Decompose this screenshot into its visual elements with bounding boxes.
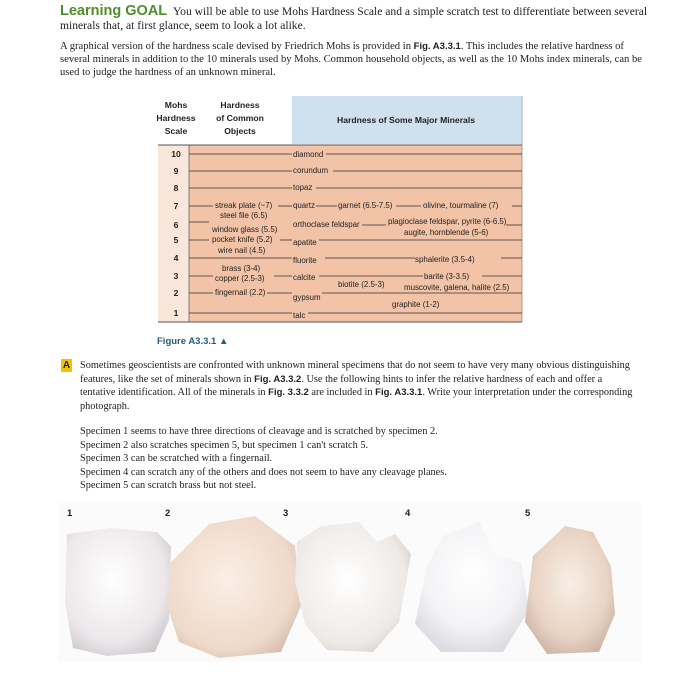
goal-text: You will be able to use Mohs Hardness Scale and a simple scratch test to differentiate between several minerals that, at first glance, seem to look a lot alike.: [60, 5, 648, 32]
question-ref-2: Fig. 3.3.2: [268, 387, 309, 399]
mineral-muscovite-galena-halite: muscovite, galena, halite (2.5): [404, 283, 510, 292]
question-a-badge: A: [62, 360, 71, 371]
question-ref-1: Fig. A3.3.2: [254, 373, 302, 385]
header-mohs-2: Hardness: [156, 113, 196, 123]
scale-number-7: 7: [173, 201, 179, 211]
specimen-hints: [80, 425, 640, 493]
photo-label-5: 5: [525, 508, 531, 519]
mineral-diamond: diamond: [293, 150, 324, 159]
photo-label-4: 4: [405, 508, 411, 519]
mineral-biotite: biotite (2.5-3): [338, 280, 385, 289]
object-copper: copper (2.5-3): [215, 274, 265, 283]
scale-number-3: 3: [173, 271, 179, 281]
mineral-olivine-tourmaline: olivine, tourmaline (7): [423, 201, 499, 210]
mineral-graphite: graphite (1-2): [392, 300, 440, 309]
header-common-1: Hardness: [220, 100, 260, 110]
specimen-photograph: [59, 502, 641, 662]
specimen-hint-5: Specimen 5 can scratch brass but not steel.: [80, 480, 257, 492]
header-major-minerals: Hardness of Some Major Minerals: [336, 115, 476, 125]
mineral-apatite: apatite: [293, 238, 317, 247]
mineral-calcite: calcite: [293, 273, 316, 282]
mineral-augite-hornblende: augite, hornblende (5-6): [404, 228, 489, 237]
intro-text-1: A graphical version of the hardness scale devised by Friedrich Mohs is provided in: [60, 41, 414, 52]
question-part-2: . Use the following hints to infer the relative hardness of each and offer a tentative identification. All of the minerals in: [80, 373, 603, 399]
object-pocket-knife: pocket knife (5.2): [212, 235, 273, 244]
photo-label-1: 1: [67, 508, 73, 519]
mineral-quartz: quartz: [293, 201, 315, 210]
mineral-sphalerite: sphalerite (3.5-4): [415, 255, 475, 264]
mineral-barite: barite (3-3.5): [424, 272, 470, 281]
specimen-1-rock: [65, 528, 171, 656]
scale-number-4: 4: [173, 253, 179, 263]
mineral-gypsum: gypsum: [293, 293, 321, 302]
figure-caption: Figure A3.3.1 ▲: [157, 336, 229, 347]
question-a-text: [80, 359, 640, 413]
object-brass: brass (3-4): [222, 264, 261, 273]
mineral-talc: talc: [293, 311, 306, 320]
header-common-2: of Common: [216, 113, 264, 123]
object-wire-nail: wire nail (4.5): [218, 246, 266, 255]
question-ref-3: Fig. A3.3.1: [375, 387, 423, 399]
intro-text-2: . This includes the relative hardness of several minerals in addition to the 10 minerals used by Mohs. Common household objects, as well as the 10 Mohs index minerals, can be used to judge the hardness of an unknown mineral.: [60, 41, 642, 78]
object-fingernail: fingernail (2.2): [215, 288, 266, 297]
hardness-figure: [0, 0, 700, 340]
specimen-hint-2: Specimen 2 also scratches specimen 5, but specimen 1 can't scratch 5.: [80, 439, 369, 451]
mineral-corundum: corundum: [293, 166, 329, 175]
header-common-3: Objects: [224, 126, 256, 136]
question-part-1: Sometimes geoscientists are confronted with unknown mineral specimens that do not seem to have very many obvious distinguishing features, like the set of minerals shown in: [80, 360, 630, 385]
figure-reference: Fig. A3.3.1: [413, 41, 461, 52]
scale-number-6: 6: [173, 220, 179, 230]
object-streak-plate: streak plate (~7): [215, 201, 273, 210]
goal-label: Learning GOAL: [60, 3, 168, 19]
specimen-hint-1: Specimen 1 seems to have three directions of cleavage and is scratched by specimen 2.: [80, 426, 438, 437]
scale-number-2: 2: [173, 288, 179, 298]
scale-number-8: 8: [173, 183, 179, 193]
object-steel-file: steel file (6.5): [220, 211, 268, 220]
specimen-hint-3: Specimen 3 can be scratched with a fingernail.: [80, 453, 273, 465]
mineral-topaz: topaz: [293, 183, 313, 192]
mineral-garnet: garnet (6.5-7.5): [338, 201, 393, 210]
scale-number-1: 1: [173, 308, 179, 318]
mineral-fluorite: fluorite: [293, 256, 317, 265]
scale-number-10: 10: [171, 149, 181, 159]
header-mohs-1: Mohs: [164, 100, 188, 110]
specimen-hint-4: Specimen 4 can scratch any of the others and does not seem to have any cleavage planes.: [80, 466, 447, 478]
scale-number-5: 5: [173, 235, 179, 245]
question-part-3: are included in: [308, 387, 376, 399]
scale-number-9: 9: [173, 166, 179, 176]
object-window-glass: window glass (5.5): [212, 225, 278, 234]
mineral-orthoclase: orthoclase feldspar: [293, 220, 360, 229]
mineral-plagioclase-pyrite: plagioclase feldspar, pyrite (6-6.5): [388, 217, 507, 226]
question-part-4: . Write your interpretation under the corresponding photograph.: [80, 387, 633, 412]
photo-label-2: 2: [165, 508, 171, 519]
header-mohs-3: Scale: [164, 126, 188, 136]
photo-label-3: 3: [283, 508, 289, 519]
